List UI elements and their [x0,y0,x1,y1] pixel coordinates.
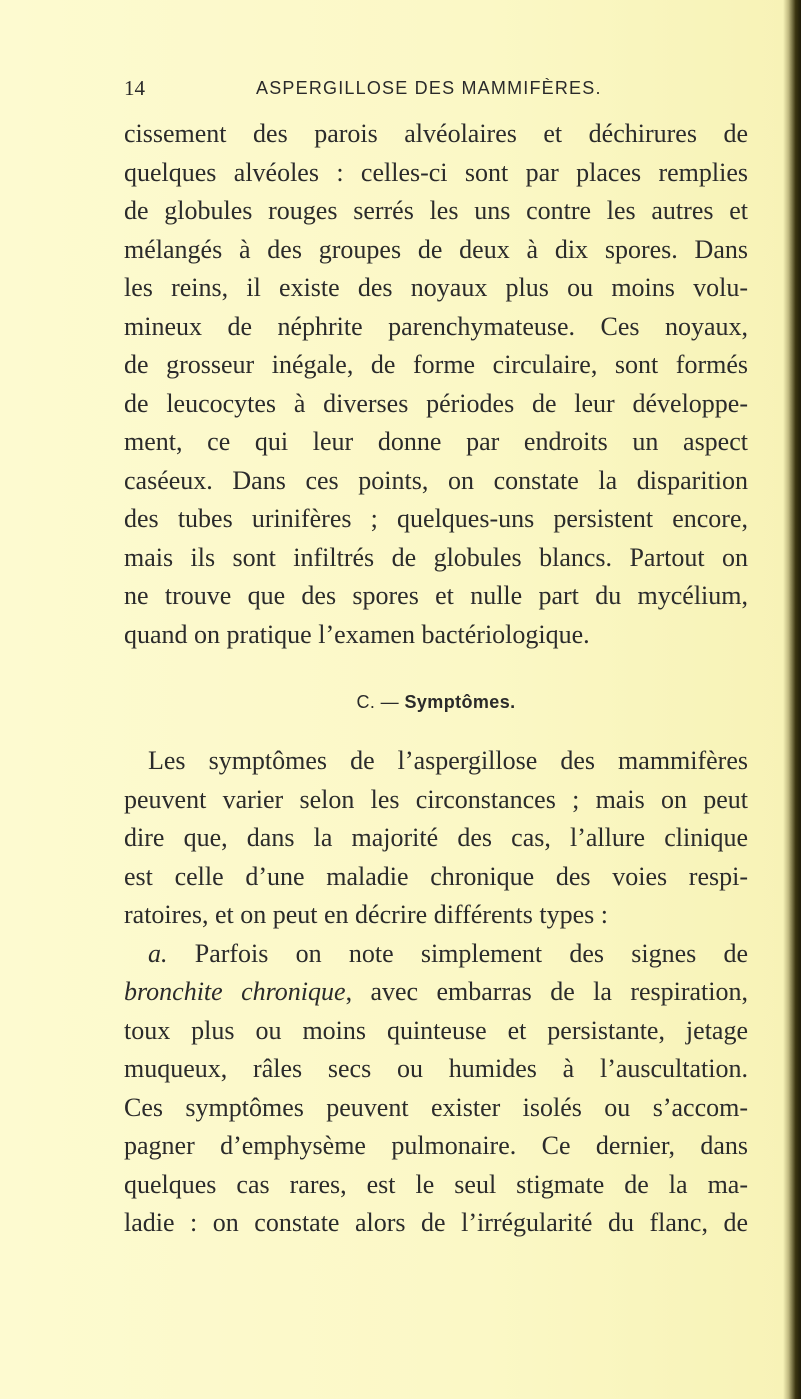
text-line: quelques alvéoles : celles-ci sont par places remplies [124,157,748,187]
item-marker: a. [148,938,168,968]
text-line: caséeux. Dans ces points, on constate la disparition [124,465,748,495]
text-line: de globules rouges serrés les uns contre les autres et [124,196,748,225]
text-line: des tubes urinifères ; quelques-uns persistent encore, [124,504,748,533]
text-line: de grosseur inégale, de forme circulaire, sont formés [124,350,748,379]
paragraph-1 [124,115,748,654]
section-title: Symptômes. [404,692,516,712]
text-line: ratoires, et on peut en décrire différents types : [124,900,608,929]
running-title: ASPERGILLOSE DES MAMMIFÈRES. [256,78,602,98]
text-line: muqueux, râles secs ou humides à l’auscultation. [124,1054,748,1083]
text-run: , avec embarras de la respiration, [345,977,749,1006]
text-line: quand on pratique l’examen bactériologique. [124,619,590,649]
text-line: mélangés à des groupes de deux à dix spores. Dans [124,234,748,264]
italic-term: bronchite chronique [124,977,346,1006]
page-number: 14 [124,76,145,100]
text-line: ment, ce qui leur donne par endroits un aspect [124,427,748,456]
text-line: mais ils sont infiltrés de globules blancs. Partout on [124,542,748,572]
text-line: Les symptômes de l’aspergillose des mammifères [148,746,748,775]
section-heading [124,692,748,713]
text-line [124,973,748,1012]
running-head [124,76,748,106]
text-line: ladie : on constate alors de l’irrégularité du flanc, de [124,1208,748,1237]
text-line: mineux de néphrite parenchymateuse. Ces noyaux, [124,311,748,341]
text-line: ne trouve que des spores et nulle part du mycélium, [124,581,748,610]
text-line: dire que, dans la majorité des cas, l’allure clinique [124,823,748,852]
text-line: quelques cas rares, est le seul stigmate de la ma- [124,1169,748,1199]
text-line: toux plus ou moins quinteuse et persistante, jetage [124,1015,748,1045]
text-line: de leucocytes à diverses périodes de leur développe- [124,388,748,418]
text-line: les reins, il existe des noyaux plus ou moins volu- [124,273,748,302]
page-binding-edge [783,0,801,1399]
text-line [124,935,748,974]
text-line: pagner d’emphysème pulmonaire. Ce dernier, dans [124,1131,748,1160]
text-line: cissement des parois alvéolaires et déchirures de [124,119,748,148]
text-line: est celle d’une maladie chronique des voies respi- [124,861,748,891]
text-run: Parfois on note simplement des signes de [194,938,749,968]
section-label: C. — [356,692,400,712]
text-line: Ces symptômes peuvent exister isolés ou s’accom- [124,1092,748,1122]
paragraph-2 [124,742,748,1243]
text-line: peuvent varier selon les circonstances ; mais on peut [124,784,748,814]
